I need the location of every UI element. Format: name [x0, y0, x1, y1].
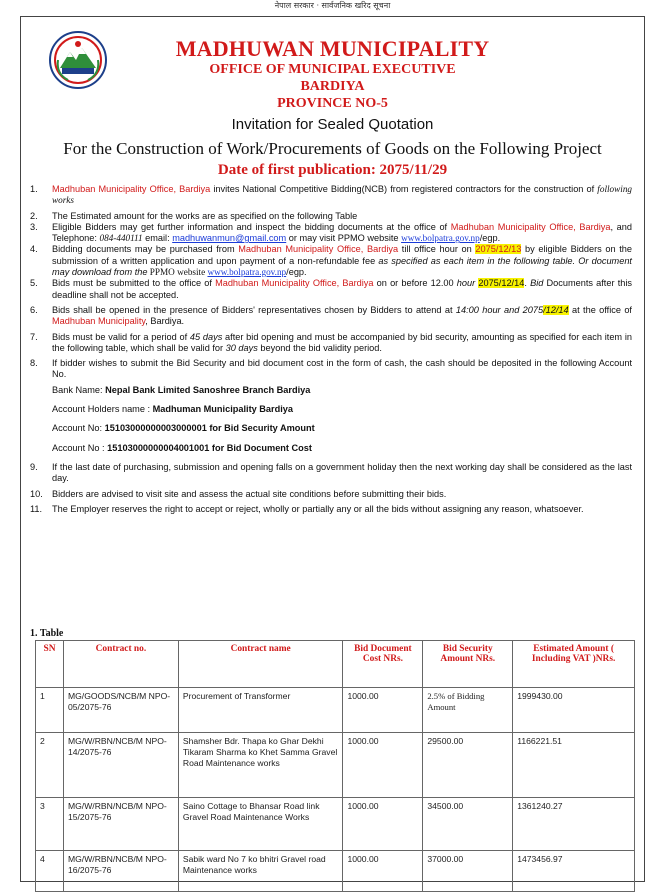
- clause-8: 8. If bidder wishes to submit the Bid Security and bid document cost in the form of cash, the cash should be deposited in the following Account No.: [30, 358, 632, 380]
- opening-date: /12/14: [543, 304, 569, 315]
- purchase-deadline: 2075/12/13: [475, 244, 522, 255]
- clause-3: 3. Eligible Bidders may get further information and inspect the bidding documents at the office of Madhuban Municipality Office, Bardiya, and Telephone: 084-440111 email: madhuwanmun@gmail.com or may visit PPMO website www.bolpatra.gov.np/egp.: [30, 221, 632, 244]
- header-doc-cost: Bid Document Cost NRs.: [343, 641, 423, 688]
- security-account-no: 15103000000003000001 for Bid Security Amount: [104, 423, 315, 434]
- clause-11: 11. The Employer reserves the right to accept or reject, wholly or partially any or all the bids without assigning any reason, whatsoever.: [30, 503, 584, 514]
- table-row: 3 MG/W/RBN/NCB/M NPO-15/2075-76 Saino Cottage to Bhansar Road link Gravel Road Maintenance Works 1000.00 34500.00 1361240.27: [36, 798, 635, 851]
- clause-9: 9. If the last date of purchasing, submission and opening falls on a government holiday then the next working day shall be considered as the last day.: [30, 461, 632, 484]
- bank-details: Bank Name: Nepal Bank Limited Sanoshree Branch Bardiya Account Holders name : Madhuman Municipality Bardiya Account No: 15103000000003000001 for Bid Security Amount Account No : 15103000000004001001 for Bid Document Cost: [52, 384, 315, 453]
- table-header-row: [36, 641, 635, 688]
- clause-4: 4. Bidding documents may be purchased from Madhuban Municipality Office, Bardiya till office hour on 2075/12/13 by eligible Bidders on the submission of a written application and upon payment of a non-refundable fee as specified as each item in the following table. Or document may download from the PPMO website www.bolpatra.gov.np/egp.: [30, 244, 633, 278]
- publication-date: Date of first publication: 2075/11/29: [217, 162, 448, 178]
- table-row: 1 MG/GOODS/NCB/M NPO-05/2075-76 Procurement of Transformer 1000.00 2.5% of Bidding Amount 1999430.00: [36, 688, 635, 733]
- municipality-name: MADHUWAN MUNICIPALITY: [175, 36, 490, 61]
- clause-10: 10. Bidders are advised to visit site and assess the actual site conditions before submitting their bids.: [30, 488, 447, 499]
- contracts-table: [35, 640, 635, 892]
- clause-7: 7. Bids must be valid for a period of 45 days after bid opening and must be accompanied by bid security, amounting as specified for each item in the following table, which shall be valid for 30 days beyond the bid validity period.: [30, 331, 632, 353]
- ppmo-website-link-2[interactable]: www.bolpatra.gov.np: [207, 267, 287, 278]
- invitation-title: Invitation for Sealed Quotation: [231, 116, 434, 133]
- province-name: PROVINCE NO-5: [277, 96, 388, 111]
- clause-2: 2. The Estimated amount for the works are as specified on the following Table: [30, 210, 358, 221]
- document-account-no: 15103000000004001001 for Bid Document Cost: [107, 442, 312, 453]
- table-row: 2 MG/W/RBN/NCB/M NPO-14/2075-76 Shamsher Bdr. Thapa ko Ghar Dekhi Tikaram Sharma ko Khet Samma Gravel Road Maintenance works 1000.00 29500.00 1166221.51: [36, 733, 635, 798]
- account-holder: Madhuman Municipality Bardiya: [152, 404, 293, 415]
- header-estimated: Estimated Amount ( Including VAT )NRs.: [513, 641, 635, 688]
- header-contract-no: Contract no.: [63, 641, 178, 688]
- clause-5: 5. Bids must be submitted to the office of Madhuban Municipality Office, Bardiya on or before 12.00 hour 2075/12/14. Bid Documents after this deadline shall not be accepted.: [30, 278, 632, 300]
- clause-1: 1. Madhuban Municipality Office, Bardiya invites National Competitive Bidding(NCB) from registered contractors for the construction of following works: [30, 184, 633, 206]
- email-link[interactable]: madhuwanmun@gmail.com: [172, 233, 287, 244]
- header-security: Bid Security Amount NRs.: [423, 641, 513, 688]
- header-sn: SN: [36, 641, 64, 688]
- notice-subtitle: For the Construction of Work/Procurements of Goods on the Following Project: [63, 139, 602, 158]
- header-contract-name: Contract name: [178, 641, 343, 688]
- table-title: 1. Table: [30, 628, 64, 639]
- top-header-text: नेपाल सरकार · सार्वजनिक खरिद सूचना: [274, 1, 391, 10]
- table-row: 4 MG/W/RBN/NCB/M NPO-16/2075-76 Sabik ward No 7 ko bhitri Gravel road Maintenance works 1000.00 37000.00 1473456.97: [36, 851, 635, 892]
- bank-name: Nepal Bank Limited Sanoshree Branch Bardiya: [105, 384, 311, 395]
- ppmo-website-link[interactable]: www.bolpatra.gov.np: [401, 233, 480, 244]
- office-name: OFFICE OF MUNICIPAL EXECUTIVE: [209, 62, 456, 77]
- notice-clauses: [30, 184, 632, 519]
- submission-deadline: 2075/12/14: [478, 278, 525, 289]
- district-name: BARDIYA: [300, 79, 365, 94]
- clause-6: 6. Bids shall be opened in the presence of Bidders' representatives chosen by Bidders to attend at 14:00 hour and 2075/12/14 at the office of Madhuban Municipality, Bardiya.: [30, 304, 632, 327]
